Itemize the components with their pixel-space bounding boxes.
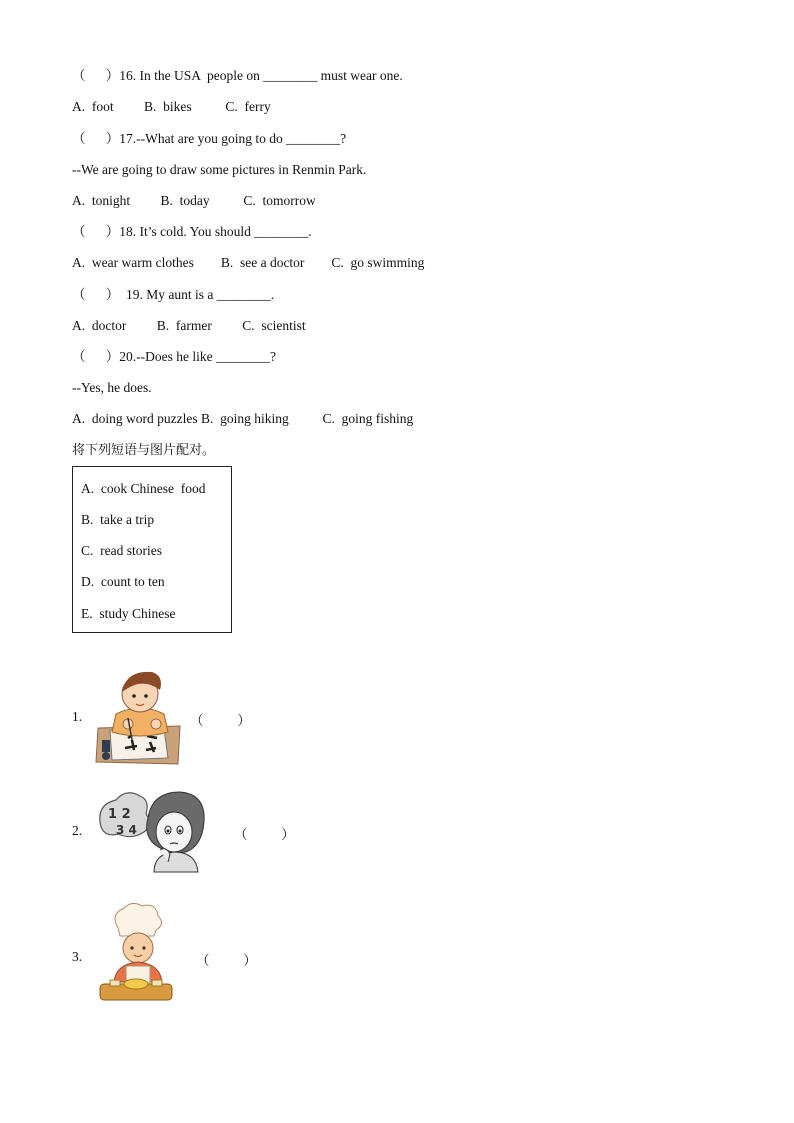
- picture-item-number: 1.: [72, 709, 83, 724]
- phrase-b: B. take a trip: [81, 512, 155, 527]
- question-17-context: --We are going to draw some pictures in Renmin Park.: [72, 162, 367, 177]
- question-18-stem: （ ）18. It’s cold. You should ________.: [72, 224, 312, 239]
- answer-blank-2[interactable]: （ ）: [234, 827, 295, 842]
- picture-item-3: [72, 902, 372, 1006]
- phrase-a: A. cook Chinese food: [81, 481, 206, 496]
- question-20-stem: （ ）20.--Does he like ________?: [72, 349, 276, 364]
- answer-blank-1[interactable]: （ ）: [190, 713, 251, 728]
- boy-writing-chinese-icon: [92, 668, 182, 770]
- question-20-options: A. doing word puzzles B. going hiking C. going fishing: [72, 411, 414, 426]
- matching-instruction: 将下列短语与图片配对。: [72, 443, 216, 458]
- svg-text:3 4: 3 4: [116, 823, 137, 837]
- phrase-c: C. read stories: [81, 543, 162, 558]
- answer-blank-3[interactable]: （ ）: [196, 953, 257, 968]
- question-17-options: A. tonight B. today C. tomorrow: [72, 193, 316, 208]
- chef-cooking-icon: [96, 902, 176, 1008]
- question-16-stem: （ ）16. In the USA people on ________ must wear one.: [72, 68, 403, 83]
- phrase-d: D. count to ten: [81, 574, 165, 589]
- picture-item-number: 3.: [72, 949, 83, 964]
- question-18-options: A. wear warm clothes B. see a doctor C. go swimming: [72, 255, 425, 270]
- question-20-context: --Yes, he does.: [72, 380, 152, 395]
- picture-item-number: 2.: [72, 823, 83, 838]
- phrase-box: [72, 466, 232, 633]
- phrase-e: E. study Chinese: [81, 606, 176, 621]
- question-16-options: A. foot B. bikes C. ferry: [72, 99, 271, 114]
- picture-item-2: [72, 788, 372, 878]
- question-17-stem: （ ）17.--What are you going to do ________?: [72, 131, 347, 146]
- question-19-options: A. doctor B. farmer C. scientist: [72, 318, 306, 333]
- svg-text:1 2: 1 2: [108, 807, 131, 822]
- question-19-stem: （ ） 19. My aunt is a ________.: [72, 287, 275, 302]
- girl-counting-icon: [96, 788, 208, 878]
- picture-item-1: [72, 668, 372, 768]
